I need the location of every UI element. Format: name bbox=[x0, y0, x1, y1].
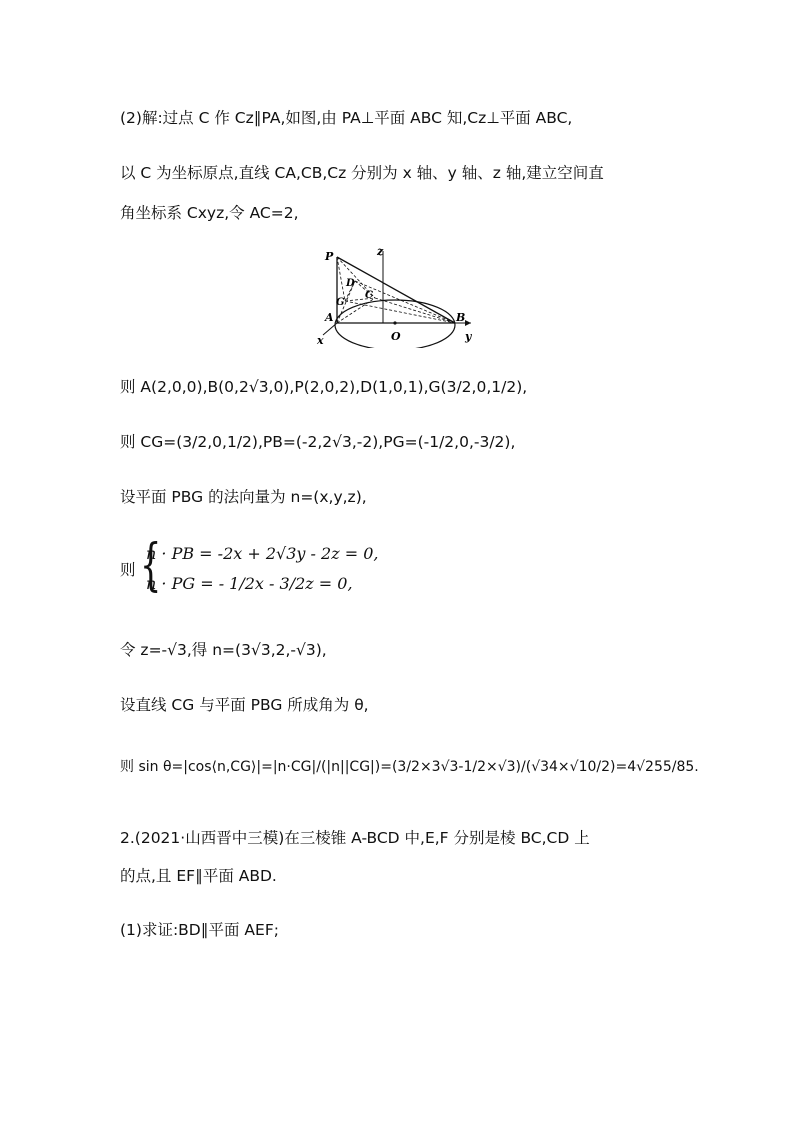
label-C: C bbox=[365, 290, 373, 301]
label-D: D bbox=[346, 278, 355, 289]
edge-PB bbox=[337, 257, 455, 323]
label-P: P bbox=[325, 250, 334, 263]
coordinates-line: 则 A(2,0,0),B(0,2√3,0),P(2,0,2),D(1,0,1),G(3/2,0,1/2), bbox=[120, 378, 528, 396]
label-x: x bbox=[317, 334, 324, 347]
sin-theta-line: 则 sin θ=|cos⟨n,CG⟩|=|n·CG|/(|n||CG|)=(3/2×3√3-1/2×√3)/(√34×√10/2)=4√255/85. bbox=[120, 759, 699, 775]
point-O bbox=[393, 321, 396, 324]
solution-line-2a: 以 C 为坐标原点,直线 CA,CB,Cz 分别为 x 轴、y 轴、z 轴,建立空间直 bbox=[120, 164, 604, 182]
label-B: B bbox=[456, 311, 466, 324]
label-z: z bbox=[377, 245, 384, 258]
pyramid-figure bbox=[315, 243, 485, 348]
solution-line-2b: 角坐标系 Cxyz,令 AC=2, bbox=[120, 204, 299, 222]
label-G: G bbox=[336, 297, 345, 308]
problem-2-line-a: 2.(2021·山西晋中三模)在三棱锥 A-BCD 中,E,F 分别是棱 BC,CD 上 bbox=[120, 829, 590, 847]
label-A: A bbox=[325, 311, 334, 324]
problem-2-part-1: (1)求证:BD∥平面 AEF; bbox=[120, 921, 279, 939]
label-O: O bbox=[391, 330, 401, 343]
solution-line-1: (2)解:过点 C 作 Cz∥PA,如图,由 PA⊥平面 ABC 知,Cz⊥平面 ABC, bbox=[120, 109, 573, 127]
label-y: y bbox=[465, 330, 472, 343]
equation-2: n · PG = - 1/2x - 3/2z = 0, bbox=[146, 574, 353, 593]
problem-2-line-b: 的点,且 EF∥平面 ABD. bbox=[120, 867, 277, 885]
x-axis bbox=[323, 323, 337, 335]
system-brace: { bbox=[140, 533, 162, 598]
let-z-line: 令 z=-√3,得 n=(3√3,2,-√3), bbox=[120, 641, 327, 659]
system-prefix: 则 bbox=[120, 561, 136, 579]
vectors-line: 则 CG=(3/2,0,1/2),PB=(-2,2√3,-2),PG=(-1/2,0,-3/2), bbox=[120, 433, 516, 451]
angle-line: 设直线 CG 与平面 PBG 所成角为 θ, bbox=[120, 696, 369, 714]
normal-vector-line: 设平面 PBG 的法向量为 n=(x,y,z), bbox=[120, 488, 367, 506]
equation-1: n · PB = -2x + 2√3y - 2z = 0, bbox=[146, 544, 379, 563]
